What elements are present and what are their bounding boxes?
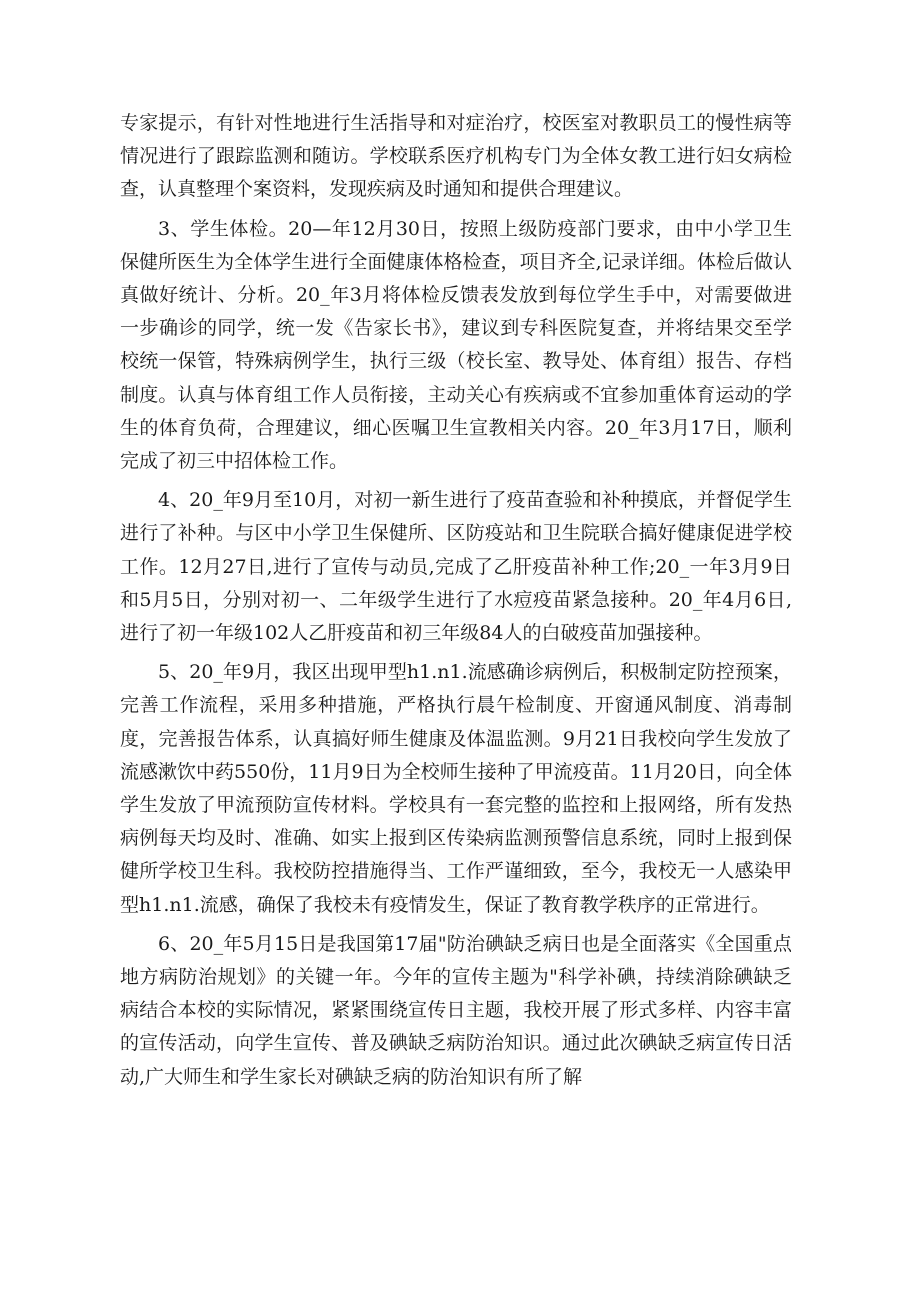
document-body [120,107,792,1100]
paragraph-continuation: 专家提示，有针对性地进行生活指导和对症治疗，校医室对教职员工的慢性病等情况进行了跟踪监测和随访。学校联系医疗机构专门为全体女教工进行妇女病检查，认真整理个案资料，发现疾病及时通知和提供合理建议。 [120,112,792,201]
paragraph-vaccination: 4、20_年9月至10月，对初一新生进行了疫苗查验和补种摸底，并督促学生进行了补种。与区中小学卫生保健所、区防疫站和卫生院联合搞好健康促进学校工作。12月27日,进行了宣传与动员,完成了乙肝疫苗补种工作;20_一年3月9日和5月5日，分别对初一、二年级学生进行了水痘疫苗紧急接种。20_年4月6日,进行了初一年级102人乙肝疫苗和初三年级84人的白破疫苗加强接种。 [120,489,792,645]
paragraph-iodine-day: 6、20_年5月15日是我国第17届"防治碘缺乏病日也是全面落实《全国重点地方病防治规划》的关键一年。今年的宣传主题为"科学补碘，持续消除碘缺乏病结合本校的实际情况，紧紧围绕宣传日主题，我校开展了形式多样、内容丰富的宣传活动，向学生宣传、普及碘缺乏病防治知识。通过此次碘缺乏病宣传日活动,广大师生和学生家长对碘缺乏病的防治知识有所了解 [120,932,792,1088]
paragraph-student-checkup: 3、学生体检。20—年12月30日，按照上级防疫部门要求，由中小学卫生保健所医生为全体学生进行全面健康体格检查，项目齐全,记录详细。体检后做认真做好统计、分析。20_年3月将体检反馈表发放到每位学生手中，对需要做进一步确诊的同学，统一发《告家长书》，建议到专科医院复查，并将结果交至学校统一保管，特殊病例学生，执行三级（校长室、教导处、体育组）报告、存档制度。认真与体育组工作人员衔接，主动关心有疾病或不宜参加重体育运动的学生的体育负荷，合理建议，细心医嘱卫生宣教相关内容。20_年3月17日，顺利完成了初三中招体检工作。 [120,217,792,473]
paragraph-h1n1-prevention: 5、20_年9月，我区出现甲型h1.n1.流感确诊病例后，积极制定防控预案，完善工作流程，采用多种措施，严格执行晨午检制度、开窗通风制度、消毒制度，完善报告体系，认真搞好师生健康及体温监测。9月21日我校向学生发放了流感漱饮中药550份，11月9日为全校师生接种了甲流疫苗。11月20日，向全体学生发放了甲流预防宣传材料。学校具有一套完整的监控和上报网络，所有发热病例每天均及时、准确、如实上报到区传染病监测预警信息系统，同时上报到保健所学校卫生科。我校防控措施得当、工作严谨细致，至今，我校无一人感染甲型h1.n1.流感，确保了我校未有疫情发生，保证了教育教学秩序的正常进行。 [120,661,792,916]
